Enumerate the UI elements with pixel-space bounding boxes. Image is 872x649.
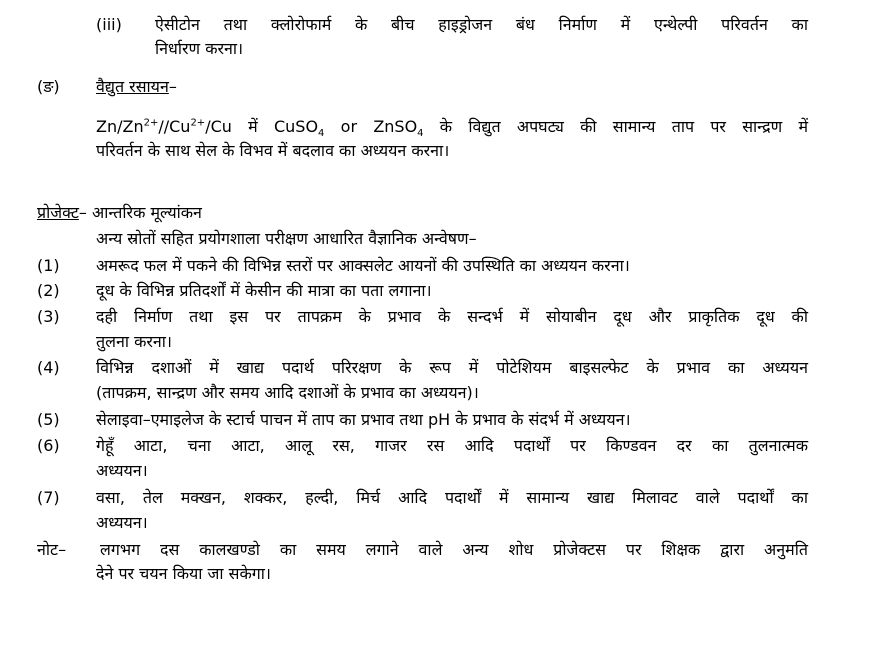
section-e-formula-line [96,115,808,139]
formula-zn: Zn/Zn [96,117,144,136]
project-item-1-num: (1) [37,256,60,275]
formula-cuso: CuSO [273,117,319,136]
project-heading-rest: – आन्तरिक मूल्यांकन [78,203,202,222]
formula-cu-charge: 2+ [190,117,206,129]
project-item-7-num: (7) [37,488,60,507]
project-item-4-num: (4) [37,358,60,377]
item-iii-line1: ऐसीटोन तथा क्लोरोफार्म के बीच हाइड्रोजन बंध निर्माण में एन्थेल्पी परिवर्तन का [155,15,808,34]
formula-mein: में [231,117,274,136]
project-item-5-num: (5) [37,410,60,429]
project-item-2-num: (2) [37,281,60,300]
project-item-5-line1: सेलाइवा–एमाइलेज के स्टार्च पाचन में ताप का प्रभाव तथा pH के प्रभाव के संदर्भ में अध्ययन। [96,410,631,429]
formula-znso-sub: 4 [417,128,424,140]
project-intro: अन्य स्रोतों सहित प्रयोगशाला परीक्षण आधारित वैज्ञानिक अन्वेषण– [96,229,477,248]
project-item-4-line1: विभिन्न दशाओं में खाद्य पदार्थ परिरक्षण के रूप में पोटेशियम बाइसल्फेट के प्रभाव का अध्ययन [96,358,808,377]
section-e-dash: – [168,77,177,96]
project-item-4-line2: (तापक्रम, सान्द्रण और समय आदि दशाओं के प्रभाव का अध्ययन)। [96,383,479,402]
formula-cuso-sub: 4 [318,128,325,140]
formula-rest: के विद्युत अपघट्य की सामान्य ताप पर सान्द्रण में [423,117,809,136]
section-e-line2: परिवर्तन के साथ सेल के विभव में बदलाव का अध्ययन करना। [96,141,450,160]
formula-cu-end: /Cu [205,117,232,136]
item-iii-label: (iii) [96,15,122,34]
note-label: नोट– [37,540,67,559]
note-line2: देने पर चयन किया जा सकेगा। [96,564,271,583]
section-e-heading-wrap [96,75,177,99]
section-e-label: (ङ) [37,77,60,96]
project-item-3-line1: दही निर्माण तथा इस पर तापक्रम के प्रभाव के सन्दर्भ में सोयाबीन दूध और प्राकृतिक दूध की [96,307,808,326]
project-item-6-num: (6) [37,436,60,455]
note-line1: लगभग दस कालखण्डो का समय लगाने वाले अन्य शोध प्रोजेक्टस पर शिक्षक द्वारा अनुमति [100,540,808,559]
formula-znso: ZnSO [373,117,418,136]
formula-cu: //Cu [158,117,191,136]
project-heading-wrap [37,201,202,225]
project-item-7-line2: अध्ययन। [96,513,148,532]
project-item-3-line2: तुलना करना। [96,332,172,351]
formula-zn-charge: 2+ [143,117,159,129]
project-item-6-line1: गेहूँ आटा, चना आटा, आलू रस, गाजर रस आदि पदार्थों पर किण्डवन दर का तुलनात्मक [96,436,808,455]
section-e-heading: वैद्युत रसायन [96,77,169,96]
project-item-1-line1: अमरूद फल में पकने की विभिन्न स्तरों पर आक्सलेट आयनों की उपस्थिति का अध्ययन करना। [96,256,630,275]
project-heading: प्रोजेक्ट [37,203,79,222]
item-iii-line2: निर्धारण करना। [155,39,244,58]
project-item-3-num: (3) [37,307,60,326]
project-item-7-line1: वसा, तेल मक्खन, शक्कर, हल्दी, मिर्च आदि पदार्थों में सामान्य खाद्य मिलावट वाले पदार्थों का [96,488,808,507]
formula-or: or [324,117,374,136]
project-item-2-line1: दूध के विभिन्न प्रतिदर्शों में केसीन की मात्रा का पता लगाना। [96,281,432,300]
project-item-6-line2: अध्ययन। [96,461,148,480]
